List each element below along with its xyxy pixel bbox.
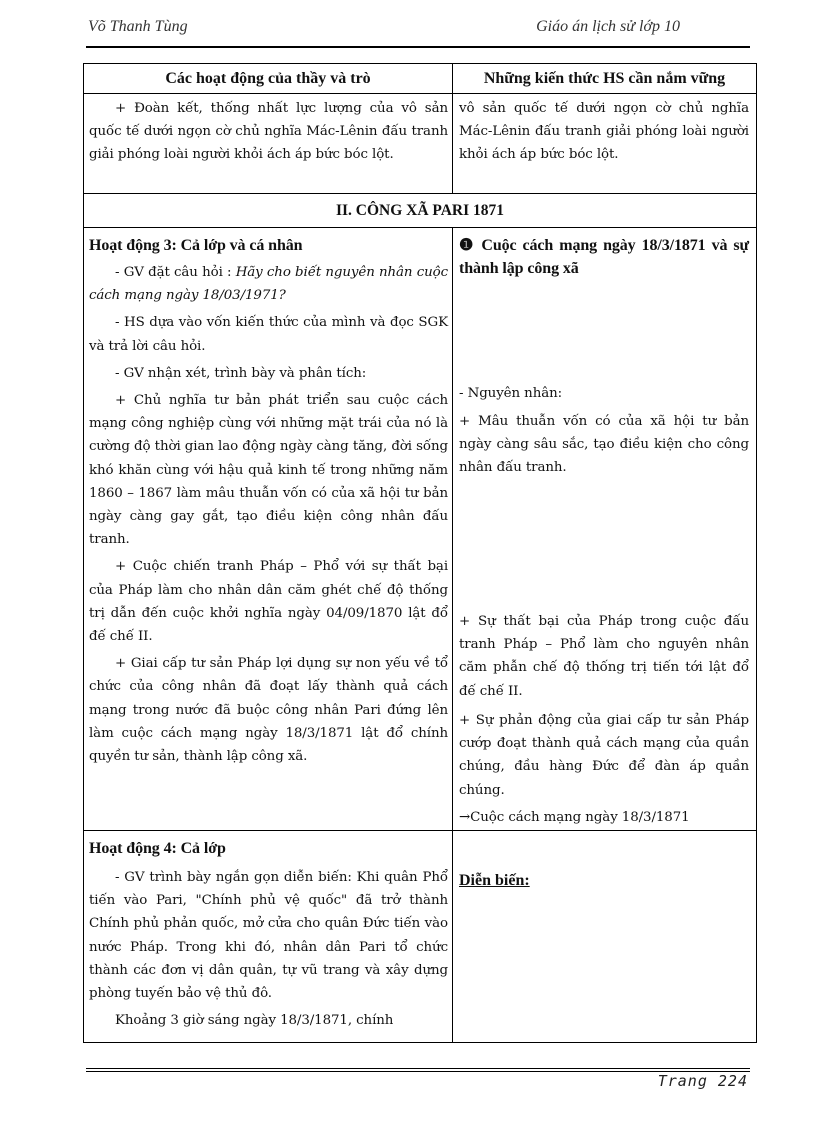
activity-3-paragraph: - HS dựa vào vốn kiến thức của mình và đọc SGK và trả lời câu hỏi. [89, 315, 448, 354]
row3-left-cell [89, 837, 448, 1032]
header-title: Giáo án lịch sử lớp 10 [536, 18, 680, 35]
row2-left-cell [89, 234, 448, 768]
row2-right-cell [459, 234, 749, 280]
column-header-knowledge: Những kiến thức HS cần nắm vững [483, 70, 726, 87]
number-one-icon: ❶ [459, 237, 476, 254]
cause-item: + Sự thất bại của Pháp trong cuộc đấu tranh Pháp – Phổ làm cho nguyên nhân căm phẫn chế độ thống trị tiến tới lật đổ đế chế II. [459, 614, 749, 699]
row1-left-text: + Đoàn kết, thống nhất lực lượng của vô sản quốc tế dưới ngọn cờ chủ nghĩa Mác-Lênin đấu tranh giải phóng loài người khỏi ách áp bức bóc lột. [89, 101, 448, 163]
row1-left-cell [89, 97, 448, 167]
arrow-right-icon: → [459, 810, 471, 825]
question-prefix: - GV đặt câu hỏi : [115, 265, 236, 280]
revolution-heading [459, 234, 749, 280]
cause-label: - Nguyên nhân: [459, 386, 563, 401]
activity-3-paragraph: + Giai cấp tư sản Pháp lợi dụng sự non yếu về tổ chức của công nhân đã đoạt lấy thành quả cách mạng trong nước đã buộc công nhân Pari đứng lên làm cuộc cách mạng ngày 18/3/1871 lật đổ chính quyền tư sản, thành lập công xã. [89, 656, 448, 765]
activity-3-paragraph: + Chủ nghĩa tư bản phát triển sau cuộc cách mạng công nghiệp cùng với những mặt trái của nó là cường độ thời gian lao động ngày càng tăng, đời sống khó khăn cùng với hậu quả kinh tế trong những năm 1860 – 1867 làm mâu thuẫn vốn có của xã hội tư bản ngày càng gay gắt, tạo điều kiện công nhân đấu tranh. [89, 393, 448, 548]
activity-4-paragraph: Khoảng 3 giờ sáng ngày 18/3/1871, chính [115, 1013, 394, 1029]
page-header [86, 14, 750, 40]
row-divider [84, 93, 756, 94]
column-divider [452, 228, 453, 1043]
activity-3-paragraph: + Cuộc chiến tranh Pháp – Phổ với sự thất bại của Pháp làm cho nhân dân căm ghét chế độ thống trị dẫn đến cuộc khởi nghĩa ngày 04/09/1870 lật đổ đế chế II. [89, 559, 448, 645]
cause-item: + Mâu thuẫn vốn có của xã hội tư bản ngày càng sâu sắc, tạo điều kiện cho công nhân đấu tranh. [459, 414, 749, 476]
row-divider [84, 193, 756, 194]
row1-right-text: vô sản quốc tế dưới ngọn cờ chủ nghĩa Mác-Lênin đấu tranh giải phóng loài người khỏi ách áp bức bóc lột. [459, 101, 749, 163]
row1-right-cell [459, 97, 749, 167]
revolution-heading-text: Cuộc cách mạng ngày 18/3/1871 và sự thành lập công xã [459, 237, 749, 277]
result-line [459, 806, 749, 829]
row3-right-cell [459, 869, 749, 892]
header-rule [86, 46, 750, 48]
activity-4-paragraph: - GV trình bày ngắn gọn diễn biến: Khi quân Phổ tiến vào Pari, "Chính phủ vệ quốc" đã trở thành Chính phủ phản quốc, mở cửa cho quân Đức tiến vào nước Pháp. Trong khi đó, nhân dân Pari tổ chức thành các đơn vị dân quân, tự vũ trang và xây dựng phòng tuyến bảo vệ thủ đô. [89, 870, 448, 1002]
lesson-table [83, 63, 757, 1043]
row-divider [84, 830, 756, 831]
progress-heading: Diễn biến: [459, 872, 530, 889]
question-text: Hãy cho biết nguyên nhân cuộc cách mạng ngày 18/03/1971? [89, 265, 448, 304]
section-title: II. CÔNG XÃ PARI 1871 [335, 202, 505, 219]
footer-rule [86, 1071, 750, 1072]
activity-3-paragraph: - GV nhận xét, trình bày và phân tích: [115, 365, 367, 381]
cause-item: + Sự phản động của giai cấp tư sản Pháp cướp đoạt thành quả cách mạng của quần chúng, đầu hàng Đức để đàn áp quần chúng. [459, 713, 749, 798]
activity-3-heading: Hoạt động 3: Cả lớp và cá nhân [89, 237, 303, 254]
activity-4-heading: Hoạt động 4: Cả lớp [89, 840, 226, 857]
column-header-activities: Các hoạt động của thầy và trò [165, 70, 371, 87]
activity-3-question [89, 261, 448, 307]
footer-rule [86, 1068, 750, 1069]
result-text: Cuộc cách mạng ngày 18/3/1871 [470, 810, 690, 825]
row-divider [84, 227, 756, 228]
header-author: Võ Thanh Tùng [88, 18, 188, 35]
page-number: Trang 224 [657, 1072, 748, 1090]
